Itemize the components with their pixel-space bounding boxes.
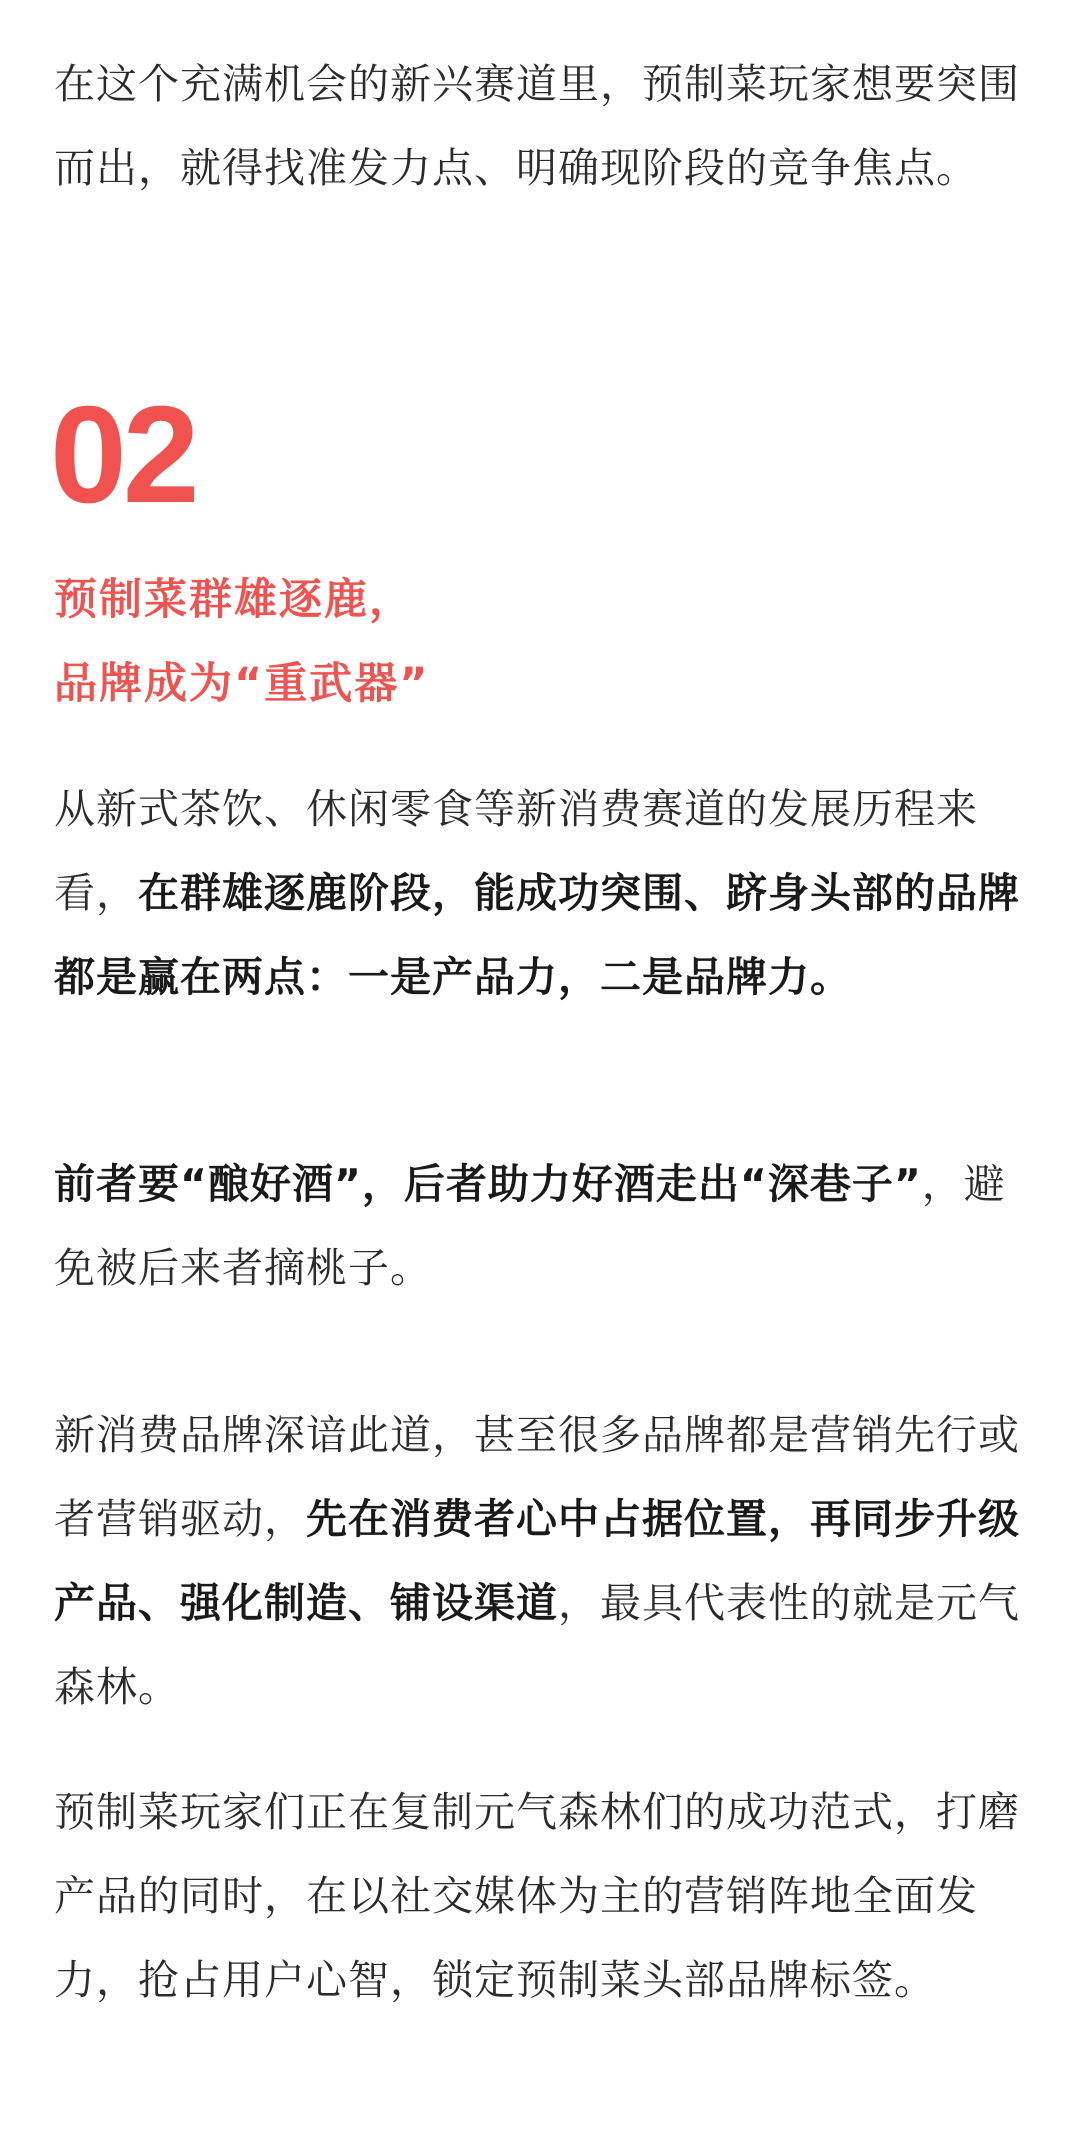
paragraph-text: ，避免被后来者摘桃子。 <box>54 1160 1006 1292</box>
body-paragraph-2 <box>54 1142 1026 1310</box>
paragraph-text: 新消费品牌深谙此道，甚至很多品牌都是营销先行或者营销驱动， <box>54 1411 1020 1543</box>
paragraph-emphasis: 前者要“酿好酒”，后者助力好酒走出“深巷子” <box>54 1160 922 1208</box>
intro-paragraph <box>54 42 1026 210</box>
section-heading <box>54 558 1026 726</box>
body-paragraph-4 <box>54 1770 1026 2022</box>
paragraph-emphasis: 先在消费者心中占据位置，再同步升级产品、强化制造、铺设渠道 <box>54 1495 1020 1627</box>
body-paragraph-1 <box>54 767 1026 1019</box>
intro-text: 在这个充满机会的新兴赛道里，预制菜玩家想要突围而出，就得找准发力点、明确现阶段的竞争焦点。 <box>54 60 1020 192</box>
section-number: 02 <box>50 378 196 532</box>
body-paragraph-3 <box>54 1393 1026 1729</box>
section-heading-line-1: 预制菜群雄逐鹿， <box>54 575 414 625</box>
paragraph-text: 从新式茶饮、休闲零食等新消费赛道的发展历程来看， <box>54 785 978 917</box>
paragraph-text: ，最具代表性的就是元气森林。 <box>54 1579 1020 1711</box>
paragraph-emphasis: 在群雄逐鹿阶段，能成功突围、跻身头部的品牌都是赢在两点：一是产品力，二是品牌力。 <box>54 869 1020 1001</box>
paragraph-text: 预制菜玩家们正在复制元气森林们的成功范式，打磨产品的同时，在以社交媒体为主的营销阵地全面发力，抢占用户心智，锁定预制菜头部品牌标签。 <box>54 1788 1020 2004</box>
section-heading-line-2: 品牌成为“重武器” <box>54 659 430 709</box>
